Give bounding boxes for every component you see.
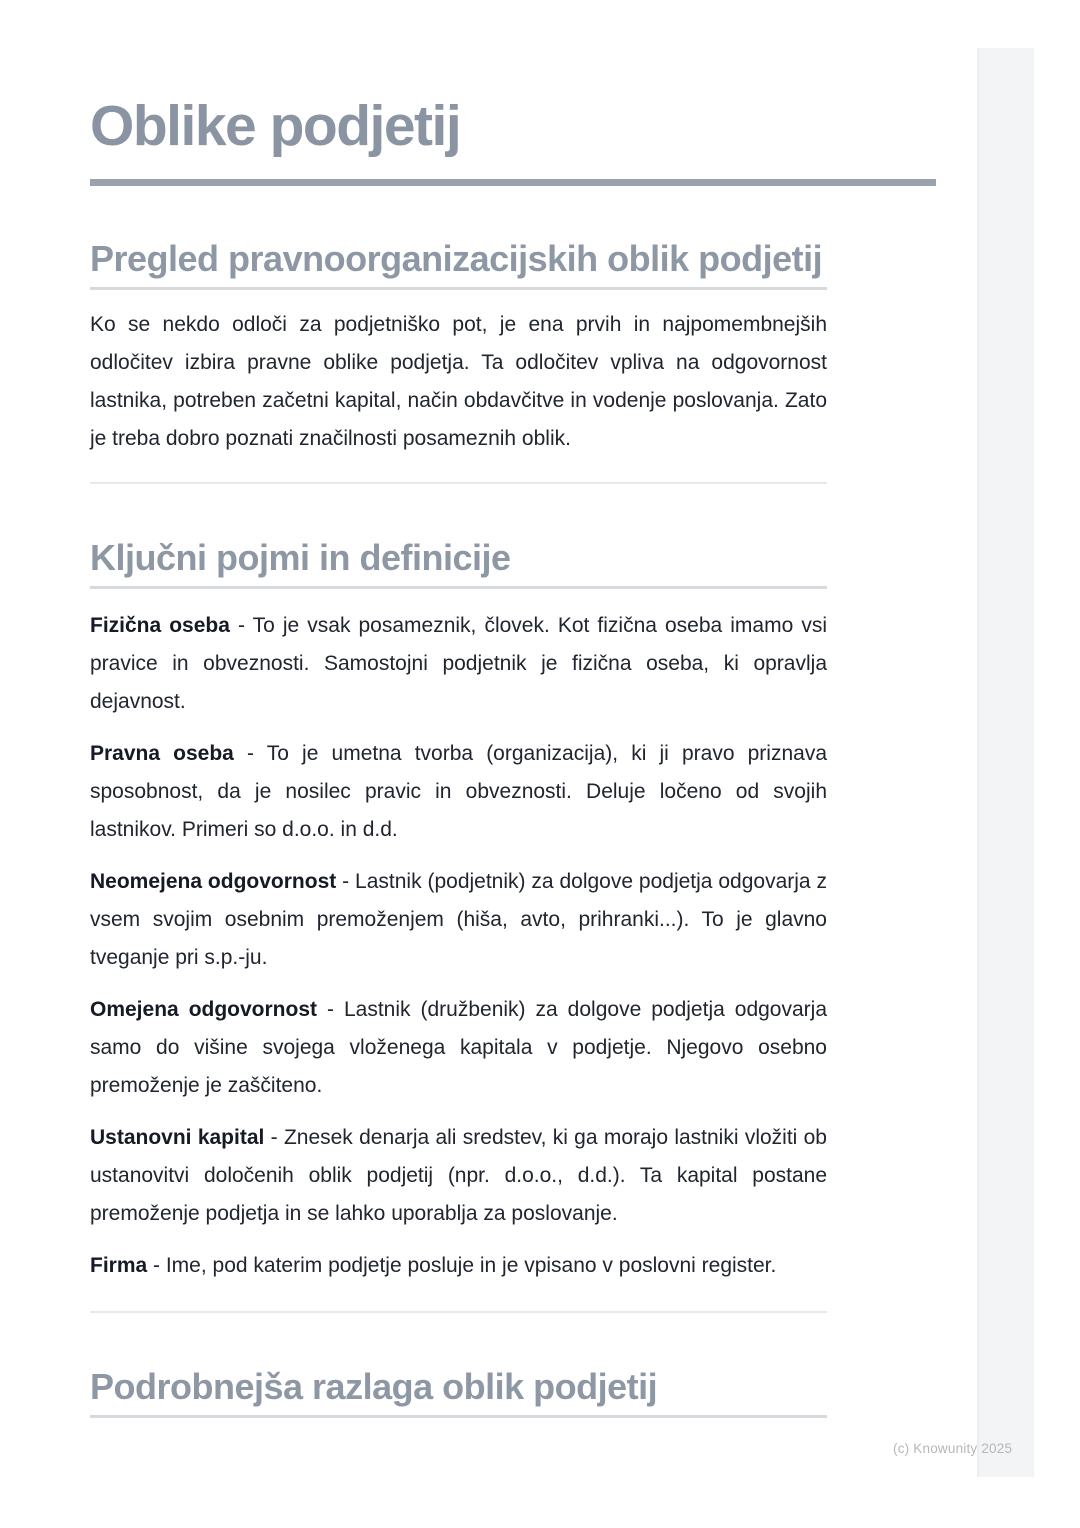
definition-item xyxy=(90,1119,827,1233)
definition-item xyxy=(90,1247,827,1285)
section-heading-overview: Pregled pravnoorganizacijskih oblik podjetij xyxy=(90,233,827,290)
definition-text: - Lastnik (družbenik) za dolgove podjetja odgovarja samo do višine svojega vloženega kapitala v podjetje. Njegovo osebno premoženje je zaščiteno. xyxy=(90,998,828,1097)
definition-term: Firma xyxy=(90,1254,148,1277)
definition-text: - Znesek denarja ali sredstev, ki ga morajo lastniki vložiti ob ustanovitvi določenih oblik podjetij (npr. d.o.o., d.d.). Ta kapital postane premoženje podjetja in se lahko uporablja za poslovanje. xyxy=(90,1126,827,1225)
page-title: Oblike podjetij xyxy=(90,94,461,158)
definition-text: - To je umetna tvorba (organizacija), ki ji pravo priznava sposobnost, da je nosilec pravic in obveznosti. Deluje ločeno od svojih lastnikov. Primeri so d.o.o. in d.d. xyxy=(90,742,827,841)
definition-term: Fizična oseba xyxy=(90,614,230,637)
definition-text: - Lastnik (podjetnik) za dolgove podjetja odgovarja z vsem svojim osebnim premoženjem (hiša, avto, prihranki...). To je glavno tveganje pri s.p.-ju. xyxy=(90,870,828,969)
definition-text: - To je vsak posameznik, človek. Kot fizična oseba imamo vsi pravice in obveznosti. Samostojni podjetnik je fizična oseba, ki opravlja dejavnost. xyxy=(90,614,827,713)
definition-term: Neomejena odgovornost xyxy=(90,870,337,893)
title-rule xyxy=(90,179,936,186)
definition-text: - Ime, pod katerim podjetje posluje in je vpisano v poslovni register. xyxy=(147,1254,777,1277)
definition-item xyxy=(90,735,827,849)
section-divider xyxy=(90,482,827,484)
definition-term: Omejena odgovornost xyxy=(90,998,318,1021)
definition-term: Ustanovni kapital xyxy=(90,1126,265,1149)
definition-term: Pravna oseba xyxy=(90,742,234,765)
section-divider xyxy=(90,1311,827,1313)
section-heading-key-terms: Ključni pojmi in definicije xyxy=(90,532,827,589)
section-heading-detailed: Podrobnejša razlaga oblik podjetij xyxy=(90,1361,827,1418)
definition-item xyxy=(90,607,827,721)
copyright-watermark: (c) Knowunity 2025 xyxy=(893,1441,1013,1456)
definition-item xyxy=(90,863,827,977)
next-page-edge xyxy=(977,48,1034,1477)
document-page xyxy=(90,0,936,1418)
overview-paragraph: Ko se nekdo odloči za podjetniško pot, je ena prvih in najpomembnejših odločitev izbira pravne oblike podjetja. Ta odločitev vpliva na odgovornost lastnika, potreben začetni kapital, način obdavčitve in vodenje poslovanja. Zato je treba dobro poznati značilnosti posameznih oblik. xyxy=(90,313,827,450)
definition-item xyxy=(90,991,827,1105)
